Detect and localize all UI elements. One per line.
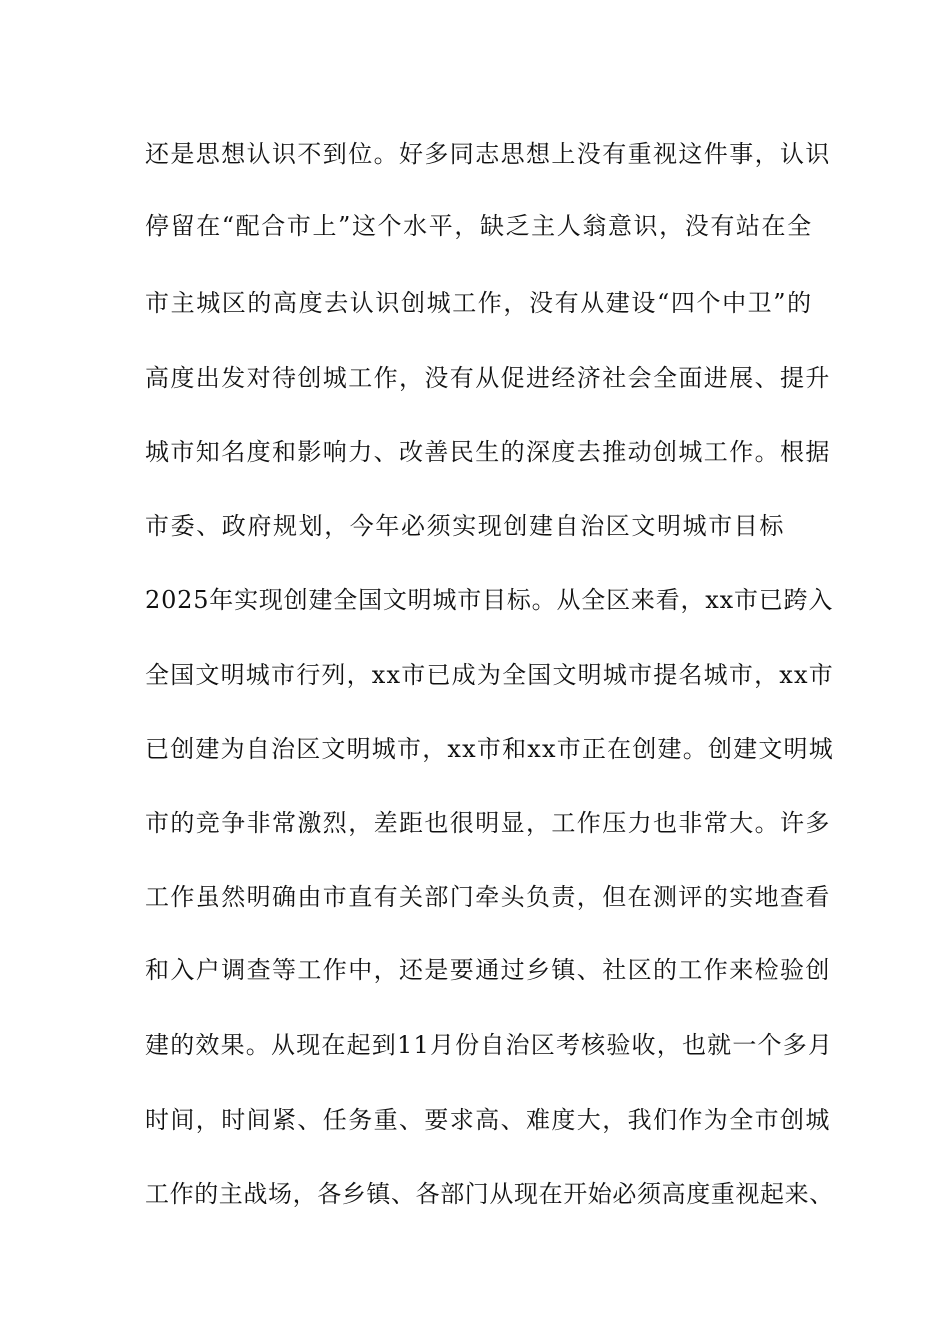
body-text-line-3: 市主城区的高度去认识创城工作，没有从建设“四个中卫”的 (145, 289, 813, 317)
body-text-line-11: 工作虽然明确由市直有关部门牵头负责，但在测评的实地查看 (145, 883, 831, 911)
body-text-line-4: 高度出发对待创城工作，没有从促进经济社会全面进展、提升 (145, 364, 831, 392)
body-text-line-15: 工作的主战场，各乡镇、各部门从现在开始必须高度重视起来、 (145, 1180, 834, 1208)
body-text-line-2: 停留在“配合市上”这个水平，缺乏主人翁意识，没有站在全 (145, 212, 813, 240)
body-text-line-12: 和入户调查等工作中，还是要通过乡镇、社区的工作来检验创 (145, 956, 831, 984)
body-text-line-5: 城市知名度和影响力、改善民生的深度去推动创城工作。根据 (145, 438, 831, 466)
body-text-line-13: 建的效果。从现在起到11月份自治区考核验收，也就一个多月 (145, 1031, 834, 1059)
body-text-line-6: 市委、政府规划，今年必须实现创建自治区文明城市目标 (145, 512, 785, 540)
body-text-line-1: 还是思想认识不到位。好多同志思想上没有重视这件事，认识 (145, 140, 831, 168)
body-text-line-7: 2025年实现创建全国文明城市目标。从全区来看，xx市已跨入 (145, 586, 834, 614)
body-text-line-14: 时间，时间紧、任务重、要求高、难度大，我们作为全市创城 (145, 1106, 831, 1134)
body-text-line-10: 市的竞争非常激烈，差距也很明显，工作压力也非常大。许多 (145, 809, 831, 837)
body-text-line-8: 全国文明城市行列，xx市已成为全国文明城市提名城市，xx市 (145, 661, 834, 689)
body-text-line-9: 已创建为自治区文明城市，xx市和xx市正在创建。创建文明城 (145, 735, 834, 763)
